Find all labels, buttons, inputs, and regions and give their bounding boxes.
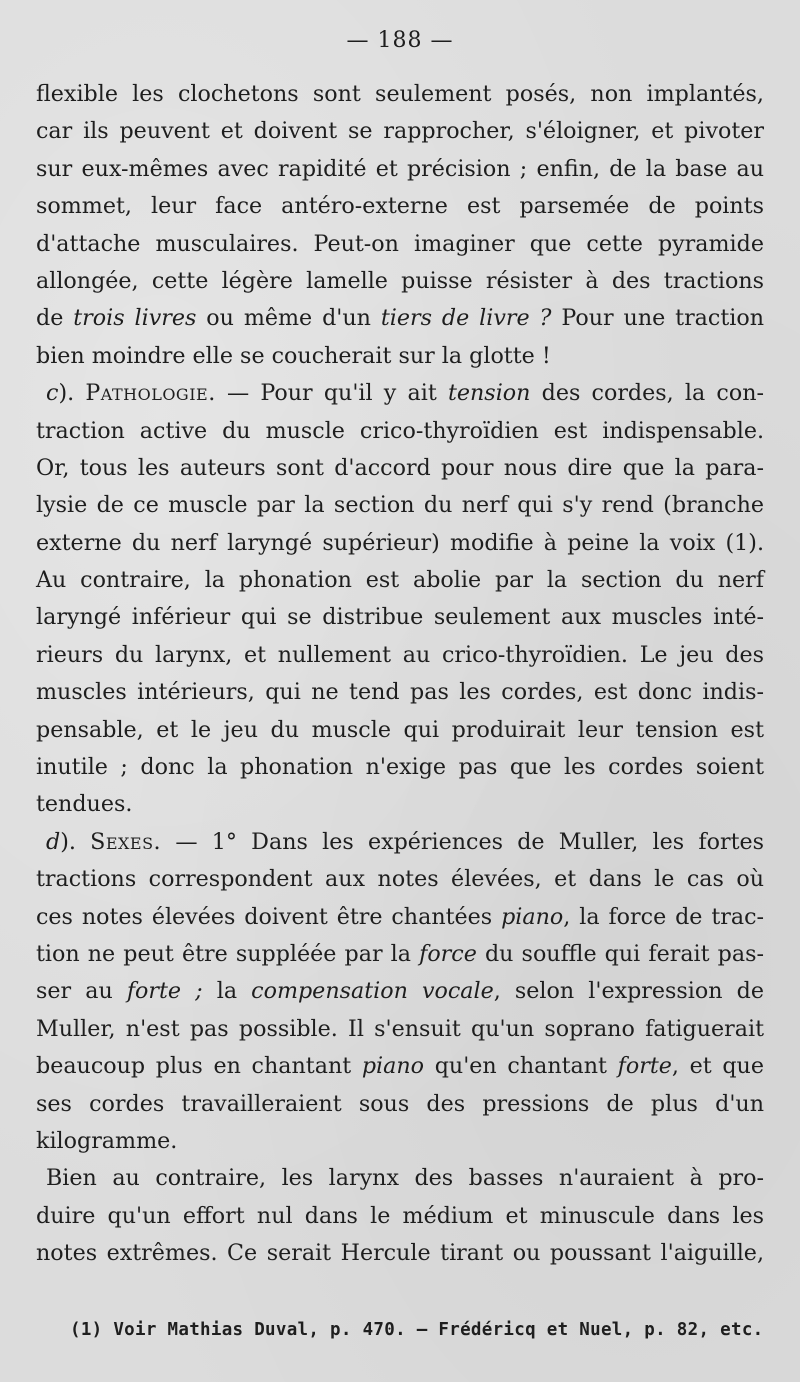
text-run: lysie de ce muscle par la section du nerf qui s'y rend (branche — [36, 492, 764, 519]
italic-text: forte ; — [126, 978, 203, 1005]
text-line — [36, 525, 764, 562]
text-run: de — [36, 305, 74, 332]
text-run: sur eux-mêmes avec rapidité et précision ; enfin, de la base au — [36, 155, 764, 182]
text-line — [36, 1198, 764, 1235]
text-line — [36, 188, 764, 225]
text-run: tractions correspondent aux notes élevées, et dans le cas où — [36, 866, 764, 893]
italic-text: forte — [617, 1053, 672, 1080]
text-line — [36, 786, 764, 823]
text-run: — Pour qu'il y ait — [215, 380, 448, 407]
section-heading: Sexes. — [90, 828, 162, 855]
italic-text: trois livres — [73, 305, 197, 332]
text-line — [36, 637, 764, 674]
text-line — [36, 712, 764, 749]
text-line — [36, 338, 764, 375]
text-run: ou même d'un — [196, 305, 381, 332]
text-line — [36, 674, 764, 711]
text-run: ). — [60, 828, 91, 855]
text-run: Au contraire, la phonation est abolie par la section du nerf — [36, 567, 764, 594]
italic-text: piano — [501, 903, 564, 930]
text-line — [36, 151, 764, 188]
italic-text: tension — [447, 380, 531, 407]
text-run: la — [202, 978, 252, 1005]
text-run: ces notes élevées doivent être chantées — [36, 903, 502, 930]
italic-text: piano — [361, 1053, 425, 1080]
body-text — [36, 76, 764, 1273]
text-line — [36, 1235, 764, 1272]
text-run: du souffle qui ferait pas- — [476, 940, 764, 967]
text-line — [36, 1048, 764, 1085]
italic-text: force — [419, 940, 477, 967]
text-line — [36, 300, 764, 337]
text-line — [36, 375, 764, 412]
page-number: — 188 — — [346, 28, 454, 53]
text-run: allongée, cette légère lamelle puisse résister à des tractions — [36, 267, 764, 294]
text-line — [36, 1011, 764, 1048]
text-line — [36, 562, 764, 599]
text-line — [36, 899, 764, 936]
text-run: d'attache musculaires. Peut-on imaginer que cette pyramide — [36, 230, 764, 257]
text-line — [36, 76, 764, 113]
text-line — [36, 413, 764, 450]
text-line — [36, 749, 764, 786]
text-run: , et que — [671, 1053, 764, 1080]
text-run: — 1° Dans les expériences de Muller, les fortes — [161, 828, 764, 855]
text-run: externe du nerf laryngé supérieur) modifie à peine la voix (1). — [36, 529, 764, 556]
text-run: ). — [58, 380, 86, 407]
text-line — [36, 487, 764, 524]
section-heading: Pathologie. — [85, 380, 216, 407]
text-line — [36, 599, 764, 636]
text-line — [36, 861, 764, 898]
text-run: , la force de trac- — [563, 903, 765, 930]
text-run: tendues. — [36, 791, 133, 818]
text-run: muscles intérieurs, qui ne tend pas les cordes, est donc indis- — [36, 679, 764, 706]
text-run: , selon l'expression de — [493, 978, 764, 1005]
text-run: ser au — [36, 978, 127, 1005]
text-line — [36, 1123, 764, 1160]
text-line — [36, 450, 764, 487]
text-run: ses cordes travailleraient sous des pressions de plus d'un — [36, 1090, 764, 1117]
text-run: laryngé inférieur qui se distribue seulement aux muscles inté- — [36, 604, 764, 631]
text-line — [36, 263, 764, 300]
text-run: inutile ; donc la phonation n'exige pas que les cordes soient — [36, 754, 764, 781]
text-run: des cordes, la con- — [530, 380, 764, 407]
text-run: duire qu'un effort nul dans le médium et minuscule dans les — [36, 1202, 764, 1229]
text-run: traction active du muscle crico-thyroïdien est indispensable. — [36, 417, 764, 444]
text-line — [36, 936, 764, 973]
text-run: Or, tous les auteurs sont d'accord pour nous dire que la para- — [36, 454, 764, 481]
text-run: beaucoup plus en chantant — [36, 1053, 362, 1080]
text-line — [36, 973, 764, 1010]
text-run: kilogramme. — [36, 1127, 178, 1154]
text-line — [36, 1160, 764, 1197]
text-run: bien moindre elle se coucherait sur la glotte ! — [36, 342, 551, 369]
text-run: rieurs du larynx, et nullement au crico-thyroïdien. Le jeu des — [36, 641, 764, 668]
text-run: Bien au contraire, les larynx des basses n'auraient à pro- — [46, 1165, 764, 1192]
text-run: Muller, n'est pas possible. Il s'ensuit qu'un soprano fatiguerait — [36, 1015, 764, 1042]
text-line — [36, 824, 764, 861]
text-run: flexible les clochetons sont seulement posés, non implantés, — [36, 81, 764, 107]
text-line — [36, 1086, 764, 1123]
text-line — [36, 226, 764, 263]
text-run: sommet, leur face antéro-externe est parsemée de points — [36, 193, 764, 220]
italic-text: tiers de livre ? — [380, 305, 552, 332]
text-run: qu'en chantant — [424, 1053, 618, 1080]
italic-text: c — [46, 380, 59, 407]
text-line — [36, 113, 764, 150]
text-run: notes extrêmes. Ce serait Hercule tirant ou poussant l'aiguille, — [36, 1240, 764, 1267]
text-run: tion ne peut être suppléée par la — [36, 940, 420, 967]
italic-text: compensation vocale — [251, 978, 494, 1005]
text-run: Pour une traction — [551, 305, 764, 332]
text-run: car ils peuvent et doivent se rapprocher, s'éloigner, et pivoter — [36, 118, 764, 145]
italic-text: d — [46, 828, 61, 855]
text-run: pensable, et le jeu du muscle qui produirait leur tension est — [36, 716, 764, 743]
footnote: (1) Voir Mathias Duval, p. 470. — Frédéricq et Nuel, p. 82, etc. — [70, 1320, 764, 1340]
